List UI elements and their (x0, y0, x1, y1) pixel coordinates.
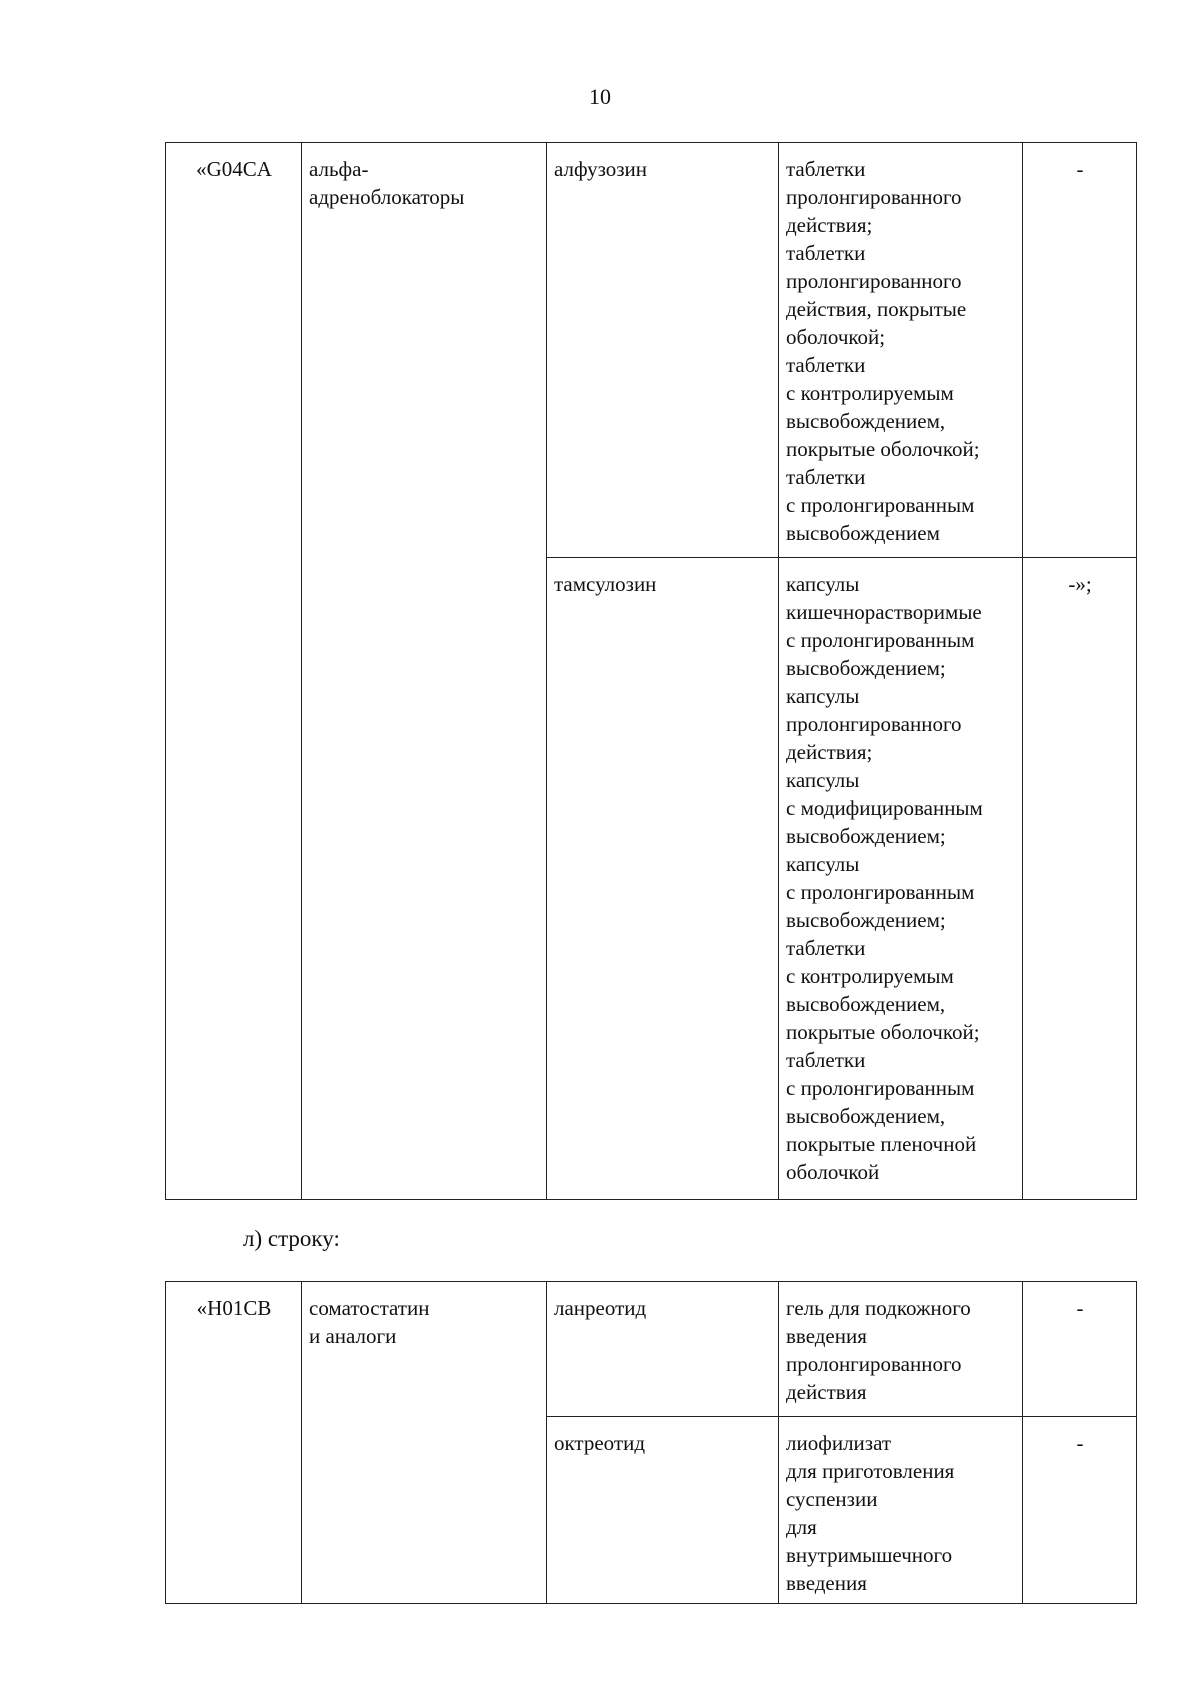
form-line: высвобождением; (786, 908, 946, 932)
atc-code-cell: «G04CA (166, 143, 302, 1200)
form-line: высвобождением, (786, 992, 946, 1016)
form-line: с пролонгированным (786, 1076, 975, 1100)
drug-cell: тамсулозин (547, 558, 779, 1200)
dosage-form-cell (779, 1282, 1023, 1417)
form-line: высвобождением, (786, 409, 946, 433)
note-cell: -»; (1023, 558, 1137, 1200)
form-line: с контролируемым (786, 381, 954, 405)
form-line: с пролонгированным (786, 880, 975, 904)
dosage-form-cell (779, 558, 1023, 1200)
form-line: внутримышечного (786, 1543, 953, 1567)
form-line: действия; (786, 213, 873, 237)
form-line: высвобождением, (786, 1104, 946, 1128)
dosage-form-cell (779, 1417, 1023, 1604)
form-line: лиофилизат (786, 1431, 892, 1455)
form-line: действия, покрытые (786, 297, 967, 321)
group-cell (302, 143, 547, 1200)
form-line: капсулы (786, 684, 860, 708)
form-line: таблетки (786, 1048, 866, 1072)
form-line: высвобождением; (786, 824, 946, 848)
drug-cell: ланреотид (547, 1282, 779, 1417)
form-line: таблетки (786, 465, 866, 489)
form-line: введения (786, 1324, 867, 1348)
form-line: высвобождением; (786, 656, 946, 680)
form-line: гель для подкожного (786, 1296, 971, 1320)
table-row (166, 143, 1137, 558)
form-line: таблетки (786, 353, 866, 377)
form-line: покрытые оболочкой; (786, 437, 980, 461)
form-line: покрытые пленочной (786, 1132, 977, 1156)
table-row (166, 1282, 1137, 1417)
form-line: таблетки (786, 936, 866, 960)
atc-code-cell: «H01CB (166, 1282, 302, 1604)
form-line: с контролируемым (786, 964, 954, 988)
form-line: капсулы (786, 768, 860, 792)
form-line: для (786, 1515, 817, 1539)
form-line: пролонгированного (786, 185, 962, 209)
form-line: покрытые оболочкой; (786, 1020, 980, 1044)
form-line: пролонгированного (786, 1352, 962, 1376)
form-line: введения (786, 1571, 867, 1595)
note-cell: - (1023, 143, 1137, 558)
table-h01cb (165, 1281, 1137, 1604)
form-line: действия (786, 1380, 867, 1404)
form-line: для приготовления (786, 1459, 955, 1483)
table-g04ca (165, 142, 1137, 1200)
group-line: адреноблокаторы (309, 185, 465, 209)
form-line: с пролонгированным (786, 628, 975, 652)
form-line: пролонгированного (786, 712, 962, 736)
form-line: оболочкой (786, 1160, 880, 1184)
note-cell: - (1023, 1282, 1137, 1417)
drug-cell: октреотид (547, 1417, 779, 1604)
group-cell (302, 1282, 547, 1604)
form-line: высвобождением (786, 521, 940, 545)
dosage-form-cell (779, 143, 1023, 558)
form-line: суспензии (786, 1487, 878, 1511)
paragraph-text: л) строку: (243, 1226, 340, 1251)
form-line: таблетки (786, 157, 866, 181)
page-number: 10 (589, 84, 611, 109)
form-line: пролонгированного (786, 269, 962, 293)
group-line: альфа- (309, 157, 369, 181)
drug-cell: алфузозин (547, 143, 779, 558)
form-line: капсулы (786, 852, 860, 876)
group-line: соматостатин (309, 1296, 430, 1320)
form-line: таблетки (786, 241, 866, 265)
form-line: с модифицированным (786, 796, 983, 820)
form-line: с пролонгированным (786, 493, 975, 517)
group-line: и аналоги (309, 1324, 397, 1348)
note-cell: - (1023, 1417, 1137, 1604)
form-line: кишечнорастворимые (786, 600, 982, 624)
form-line: действия; (786, 740, 873, 764)
form-line: оболочкой; (786, 325, 886, 349)
form-line: капсулы (786, 572, 860, 596)
